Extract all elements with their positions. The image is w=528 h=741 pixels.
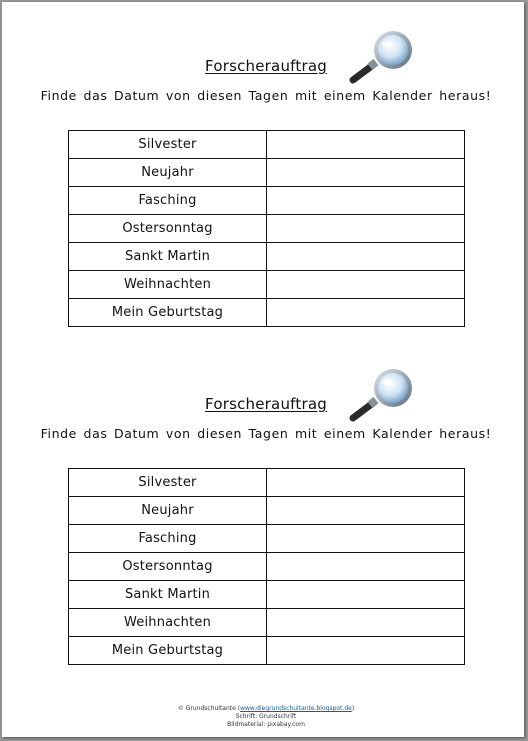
table-row [69,553,465,581]
table-row [69,469,465,497]
table-row [69,215,465,243]
holiday-label: Fasching [69,187,267,215]
font-credit: Schrift: Grundschrift [235,713,297,720]
dates-table [68,130,465,327]
holiday-label: Ostersonntag [69,553,267,581]
image-credit: Bildmaterial: pixabay.com [227,721,305,728]
date-answer-cell [267,553,465,581]
holiday-label: Weihnachten [69,271,267,299]
table-row [69,299,465,327]
date-answer-cell [267,131,465,159]
holiday-label: Silvester [69,469,267,497]
table-row [69,243,465,271]
table-row [69,159,465,187]
holiday-label: Silvester [69,131,267,159]
table-row [69,271,465,299]
date-answer-cell [267,469,465,497]
copyright-line [2,705,528,713]
date-answer-cell [267,215,465,243]
copyright-suffix: ) [351,705,355,712]
table-row [69,609,465,637]
date-answer-cell [267,609,465,637]
table-row [69,637,465,665]
holiday-label: Mein Geburtstag [69,637,267,665]
date-answer-cell [267,271,465,299]
holiday-label: Fasching [69,525,267,553]
holiday-label: Neujahr [69,497,267,525]
table-row [69,187,465,215]
date-answer-cell [267,581,465,609]
date-answer-cell [267,299,465,327]
footer-credits [2,705,528,729]
table-row [69,581,465,609]
worksheet-instruction: Finde das Datum von diesen Tagen mit einem Kalender heraus! [40,88,492,103]
worksheet-title: Forscherauftrag [205,395,327,413]
date-answer-cell [267,187,465,215]
magnifying-glass-icon [345,366,423,424]
table-row [69,131,465,159]
holiday-label: Ostersonntag [69,215,267,243]
table-row [69,525,465,553]
magnifying-glass-icon [345,28,423,86]
worksheet-instruction: Finde das Datum von diesen Tagen mit einem Kalender heraus! [40,426,492,441]
table-row [69,497,465,525]
holiday-label: Neujahr [69,159,267,187]
worksheet-title: Forscherauftrag [205,57,327,75]
date-answer-cell [267,159,465,187]
blog-link[interactable]: www.diegrundschultante.blogspot.de [240,705,352,712]
holiday-label: Mein Geburtstag [69,299,267,327]
holiday-label: Weihnachten [69,609,267,637]
date-answer-cell [267,243,465,271]
date-answer-cell [267,637,465,665]
holiday-label: Sankt Martin [69,243,267,271]
date-answer-cell [267,497,465,525]
holiday-label: Sankt Martin [69,581,267,609]
dates-table [68,468,465,665]
worksheet-page [2,2,524,737]
copyright-prefix: © Grundschultante ( [177,705,241,712]
date-answer-cell [267,525,465,553]
